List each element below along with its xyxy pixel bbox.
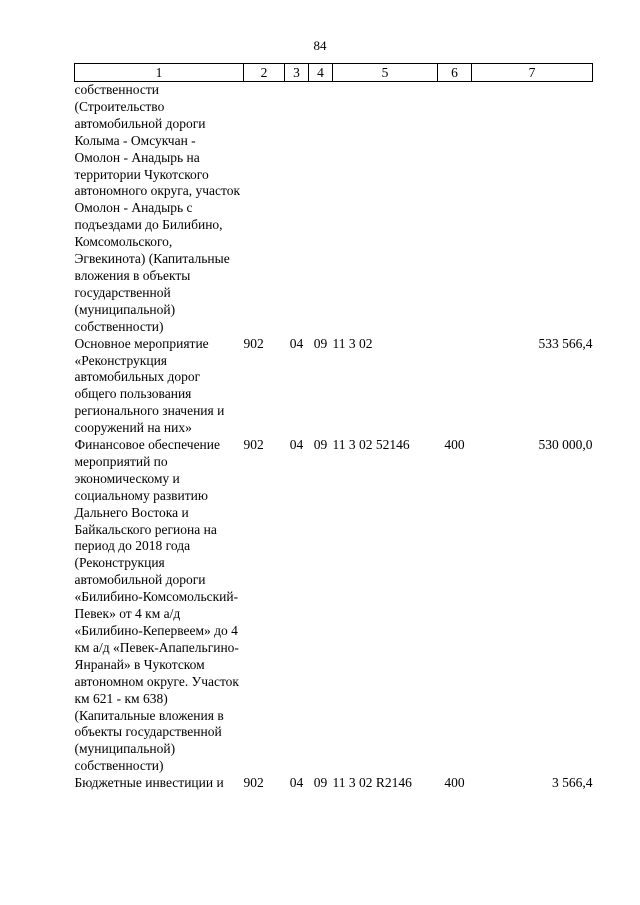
row-sum bbox=[472, 82, 593, 336]
row-pr: 09 bbox=[313, 775, 328, 791]
row-rz: 04 bbox=[289, 437, 304, 453]
row-csr: 11 3 02 bbox=[332, 335, 373, 351]
row-ved: 902 bbox=[243, 775, 264, 791]
row-sum: 3 566,4 bbox=[552, 775, 593, 791]
header-col-2: 2 bbox=[244, 64, 285, 82]
header-col-6: 6 bbox=[438, 64, 472, 82]
row-pr bbox=[309, 82, 333, 336]
row-name: Финансовое обеспечение мероприятий по экономическому и социальному развитию Дальнего Востока и Байкальского региона на период до 2018 года (Реконструкция автомобильной дороги «Билибино-Комсомольский-Певек» от 4 км а/д «Билибино-Кепервеем» до 4 км а/д «Певек-Апапельгино-Янранай» в Чукотском автономном округе. Участок км 621 - км 638) (Капитальные вложения в объекты государственной (муниципальной) собственности) bbox=[74, 437, 239, 774]
header-col-3: 3 bbox=[285, 64, 309, 82]
row-ved: 902 bbox=[243, 437, 264, 453]
row-csr: 11 3 02 52146 bbox=[332, 437, 410, 453]
row-vr: 400 bbox=[444, 437, 465, 453]
budget-table bbox=[74, 63, 593, 792]
table-row bbox=[75, 437, 593, 775]
row-csr: 11 3 02 R2146 bbox=[332, 775, 412, 791]
row-rz: 04 bbox=[289, 775, 304, 791]
row-rz: 04 bbox=[289, 335, 304, 351]
header-col-7: 7 bbox=[472, 64, 593, 82]
header-col-1: 1 bbox=[75, 64, 244, 82]
row-ved: 902 bbox=[243, 335, 264, 351]
row-name: Основное мероприятие «Реконструкция автомобильных дорог общего пользования регионального значения и сооружений на них» bbox=[74, 335, 225, 436]
header-col-5: 5 bbox=[333, 64, 438, 82]
table-row bbox=[75, 336, 593, 437]
table-header-row bbox=[75, 64, 593, 82]
row-ved bbox=[244, 82, 285, 336]
row-name: собственности (Строительство автомобильной дороги Колыма - Омсукчан - Омолон - Анадырь на территории Чукотского автономного округа, участок Омолон - Анадырь с подъездами до Билибино, Комсомольского, Эгвекинота) (Капитальные вложения в объекты государственной (муниципальной) собственности) bbox=[74, 82, 241, 334]
row-vr bbox=[438, 336, 472, 437]
table-row bbox=[75, 775, 593, 792]
row-csr bbox=[333, 82, 438, 336]
row-pr: 09 bbox=[313, 335, 328, 351]
row-vr: 400 bbox=[444, 775, 465, 791]
table-row bbox=[75, 82, 593, 336]
row-pr: 09 bbox=[313, 437, 328, 453]
page-number: 84 bbox=[313, 38, 327, 53]
row-rz bbox=[285, 82, 309, 336]
header-col-4: 4 bbox=[309, 64, 333, 82]
row-sum: 530 000,0 bbox=[538, 437, 593, 453]
row-vr bbox=[438, 82, 472, 336]
row-sum: 533 566,4 bbox=[538, 335, 593, 351]
row-name: Бюджетные инвестиции и bbox=[74, 775, 224, 791]
